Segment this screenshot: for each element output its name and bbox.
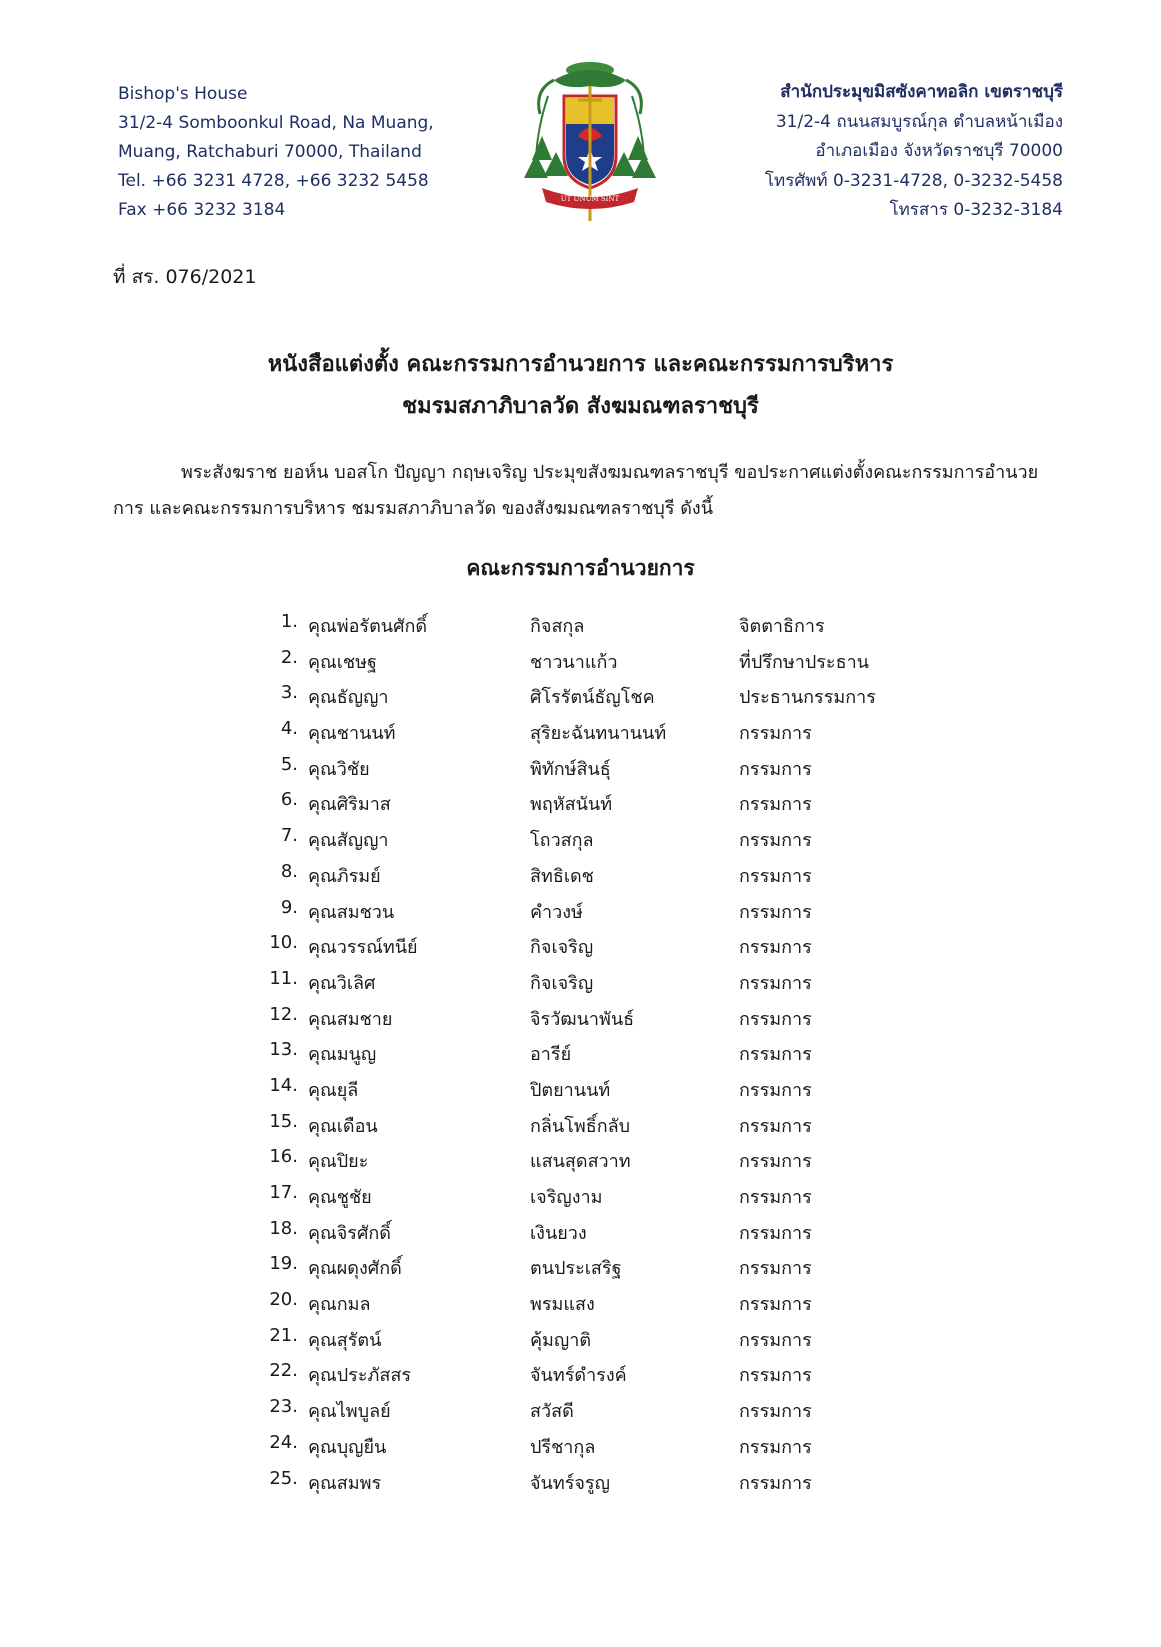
member-row xyxy=(268,1000,908,1036)
member-role: กรรมการ xyxy=(739,1329,812,1351)
member-row xyxy=(268,1464,908,1500)
member-last-name: กิจเจริญ xyxy=(530,937,594,959)
member-role: กรรมการ xyxy=(739,1294,812,1316)
member-number: 11. xyxy=(269,967,298,989)
member-row xyxy=(268,1035,908,1071)
member-first-name: คุณมนูญ xyxy=(308,1044,377,1066)
member-last-name: พรมแสง xyxy=(530,1294,595,1316)
member-number: 16. xyxy=(269,1146,298,1168)
member-first-name: คุณเดือน xyxy=(308,1115,378,1137)
member-first-name: คุณสมชวน xyxy=(308,901,395,923)
member-row xyxy=(268,893,908,929)
member-row xyxy=(268,785,908,821)
member-row xyxy=(268,1428,908,1464)
member-row xyxy=(268,928,908,964)
member-number: 15. xyxy=(269,1110,298,1132)
fax: Fax +66 3232 3184 xyxy=(118,200,286,220)
address-line-1: 31/2-4 Somboonkul Road, Na Muang, xyxy=(118,113,434,133)
member-number: 24. xyxy=(269,1431,298,1453)
member-number: 19. xyxy=(269,1253,298,1275)
member-row xyxy=(268,1249,908,1285)
member-row xyxy=(268,750,908,786)
member-first-name: คุณภิรมย์ xyxy=(308,865,381,887)
member-last-name: เงินยวง xyxy=(530,1222,587,1244)
member-role: กรรมการ xyxy=(739,830,812,852)
member-row xyxy=(268,643,908,679)
member-first-name: คุณจิรศักดิ์ xyxy=(308,1222,391,1244)
member-number: 14. xyxy=(269,1074,298,1096)
member-role: กรรมการ xyxy=(739,1151,812,1173)
member-last-name: โถวสกุล xyxy=(530,830,594,852)
member-last-name: แสนสุดสวาท xyxy=(530,1151,631,1173)
document-title xyxy=(0,344,1161,428)
member-last-name: ปิตยานนท์ xyxy=(530,1079,611,1101)
member-row xyxy=(268,1321,908,1357)
member-last-name: พฤหัสนันท์ xyxy=(530,794,613,816)
member-role: กรรมการ xyxy=(739,1008,812,1030)
member-last-name: สุริยะฉันทนานนท์ xyxy=(530,723,667,745)
member-number: 3. xyxy=(280,682,298,704)
member-number: 7. xyxy=(280,825,298,847)
member-last-name: จันทร์ดำรงค์ xyxy=(530,1365,627,1387)
member-role: ประธานกรรมการ xyxy=(739,687,876,709)
member-role: กรรมการ xyxy=(739,1079,812,1101)
reference-number: ที่ สร. 076/2021 xyxy=(113,266,257,288)
member-row xyxy=(268,1142,908,1178)
member-first-name: คุณชานนท์ xyxy=(308,723,396,745)
letterhead-right xyxy=(733,78,1063,226)
member-first-name: คุณวิเลิศ xyxy=(308,972,376,994)
member-first-name: คุณศิริมาส xyxy=(308,794,391,816)
member-last-name: กิจสกุล xyxy=(530,616,585,637)
member-first-name: คุณยุลี xyxy=(308,1079,359,1101)
member-role: กรรมการ xyxy=(739,1222,812,1244)
member-number: 4. xyxy=(280,718,298,740)
member-first-name: คุณธัญญา xyxy=(308,687,389,709)
member-row xyxy=(268,1107,908,1143)
member-row xyxy=(268,714,908,750)
member-first-name: คุณไพบูลย์ xyxy=(308,1401,391,1423)
member-number: 2. xyxy=(280,646,298,668)
member-row xyxy=(268,607,908,643)
member-role: ที่ปรึกษาประธาน xyxy=(739,651,869,673)
intro-text: พระสังฆราช ยอห์น บอสโก ปัญญา กฤษเจริญ ประมุขสังฆมณฑลราชบุรี ขอประกาศแต่งตั้งคณะกรรมการอำนวยการ และคณะกรรมการบริหาร ชมรมสภาภิบาลวัด ของสังฆมณฑลราชบุรี ดังนี้ xyxy=(113,462,1039,519)
member-role: จิตตาธิการ xyxy=(739,616,825,637)
member-last-name: ตนประเสริฐ xyxy=(530,1258,622,1280)
member-role: กรรมการ xyxy=(739,1115,812,1137)
member-last-name: จันทร์จรูญ xyxy=(530,1472,610,1494)
member-last-name: เจริญงาม xyxy=(530,1187,603,1208)
member-role: กรรมการ xyxy=(739,937,812,959)
member-row xyxy=(268,1285,908,1321)
member-first-name: คุณสุรัตน์ xyxy=(308,1329,382,1351)
bishops-house-name: Bishop's House xyxy=(118,84,248,104)
member-role: กรรมการ xyxy=(739,794,812,816)
member-number: 12. xyxy=(269,1003,298,1025)
member-number: 23. xyxy=(269,1396,298,1418)
member-last-name: พิทักษ์สินธุ์ xyxy=(530,758,611,780)
member-first-name: คุณกมล xyxy=(308,1294,371,1316)
member-first-name: คุณวรรณ์ทนีย์ xyxy=(308,937,418,959)
thai-fax: โทรสาร 0-3232-3184 xyxy=(889,200,1063,220)
member-row xyxy=(268,1392,908,1428)
section-heading: คณะกรรมการอำนวยการ xyxy=(466,556,695,580)
member-first-name: คุณวิชัย xyxy=(308,758,370,780)
letterhead-left xyxy=(118,80,434,225)
member-first-name: คุณผดุงศักดิ์ xyxy=(308,1258,402,1280)
telephone: Tel. +66 3231 4728, +66 3232 5458 xyxy=(118,171,429,191)
intro-paragraph xyxy=(113,455,1048,527)
member-number: 5. xyxy=(280,753,298,775)
member-first-name: คุณชูชัย xyxy=(308,1187,372,1208)
member-role: กรรมการ xyxy=(739,1365,812,1387)
member-first-name: คุณสมพร xyxy=(308,1472,382,1494)
member-last-name: คุ้มญาติ xyxy=(530,1329,592,1351)
member-first-name: คุณเชษฐ xyxy=(308,651,377,673)
member-role: กรรมการ xyxy=(739,723,812,745)
member-first-name: คุณสัญญา xyxy=(308,830,389,852)
member-number: 8. xyxy=(280,860,298,882)
member-role: กรรมการ xyxy=(739,1401,812,1423)
member-number: 9. xyxy=(280,896,298,918)
member-row xyxy=(268,1356,908,1392)
member-last-name: กิจเจริญ xyxy=(530,972,594,994)
member-number: 25. xyxy=(269,1467,298,1489)
member-row xyxy=(268,821,908,857)
member-first-name: คุณบุญยืน xyxy=(308,1436,387,1458)
member-row xyxy=(268,1071,908,1107)
title-line-1: หนังสือแต่งตั้ง คณะกรรมการอำนวยการ และคณะกรรมการบริหาร xyxy=(267,352,894,377)
member-list xyxy=(268,607,908,1499)
member-row xyxy=(268,1214,908,1250)
member-last-name: จิรวัฒนาพันธ์ xyxy=(530,1008,635,1030)
member-role: กรรมการ xyxy=(739,901,812,923)
member-number: 21. xyxy=(269,1324,298,1346)
member-row xyxy=(268,964,908,1000)
member-role: กรรมการ xyxy=(739,865,812,887)
thai-address-line-2: อำเภอเมือง จังหวัดราชบุรี 70000 xyxy=(815,141,1063,161)
member-role: กรรมการ xyxy=(739,1436,812,1458)
member-last-name: ชาวนาแก้ว xyxy=(530,651,618,673)
member-number: 13. xyxy=(269,1039,298,1061)
organization-name-thai: สำนักประมุขมิสซังคาทอลิก เขตราชบุรี xyxy=(780,82,1063,102)
member-role: กรรมการ xyxy=(739,758,812,780)
member-row xyxy=(268,1178,908,1214)
member-number: 18. xyxy=(269,1217,298,1239)
crest-motto: UT UNUM SINT xyxy=(560,195,620,203)
member-row xyxy=(268,678,908,714)
member-role: กรรมการ xyxy=(739,972,812,994)
member-row xyxy=(268,857,908,893)
member-number: 1. xyxy=(280,611,298,632)
member-role: กรรมการ xyxy=(739,1044,812,1066)
thai-address-line-1: 31/2-4 ถนนสมบูรณ์กุล ตำบลหน้าเมือง xyxy=(775,111,1063,132)
member-number: 20. xyxy=(269,1289,298,1311)
member-role: กรรมการ xyxy=(739,1187,812,1208)
member-first-name: คุณประภัสสร xyxy=(308,1365,412,1387)
member-number: 17. xyxy=(269,1182,298,1203)
member-first-name: คุณพ่อรัตนศักดิ์ xyxy=(308,616,428,637)
member-number: 6. xyxy=(280,789,298,811)
member-number: 22. xyxy=(269,1360,298,1382)
member-last-name: อารีย์ xyxy=(530,1044,572,1066)
diocese-crest xyxy=(520,56,660,224)
member-last-name: ปรีชากุล xyxy=(530,1436,596,1458)
member-number: 10. xyxy=(269,932,298,954)
member-first-name: คุณสมชาย xyxy=(308,1008,393,1030)
thai-telephone: โทรศัพท์ 0-3231-4728, 0-3232-5458 xyxy=(764,170,1063,191)
member-first-name: คุณปิยะ xyxy=(308,1151,369,1173)
member-role: กรรมการ xyxy=(739,1472,812,1494)
member-last-name: กลิ่นโพธิ์กลับ xyxy=(530,1115,631,1137)
member-role: กรรมการ xyxy=(739,1258,812,1280)
member-last-name: สิทธิเดช xyxy=(530,865,594,887)
address-line-2: Muang, Ratchaburi 70000, Thailand xyxy=(118,142,422,162)
member-last-name: คำวงษ์ xyxy=(530,901,583,923)
member-last-name: สวัสดี xyxy=(530,1401,574,1423)
title-line-2: ชมรมสภาภิบาลวัด สังฆมณฑลราชบุรี xyxy=(402,394,759,419)
member-last-name: ศิโรรัตน์ธัญโชค xyxy=(530,687,655,709)
